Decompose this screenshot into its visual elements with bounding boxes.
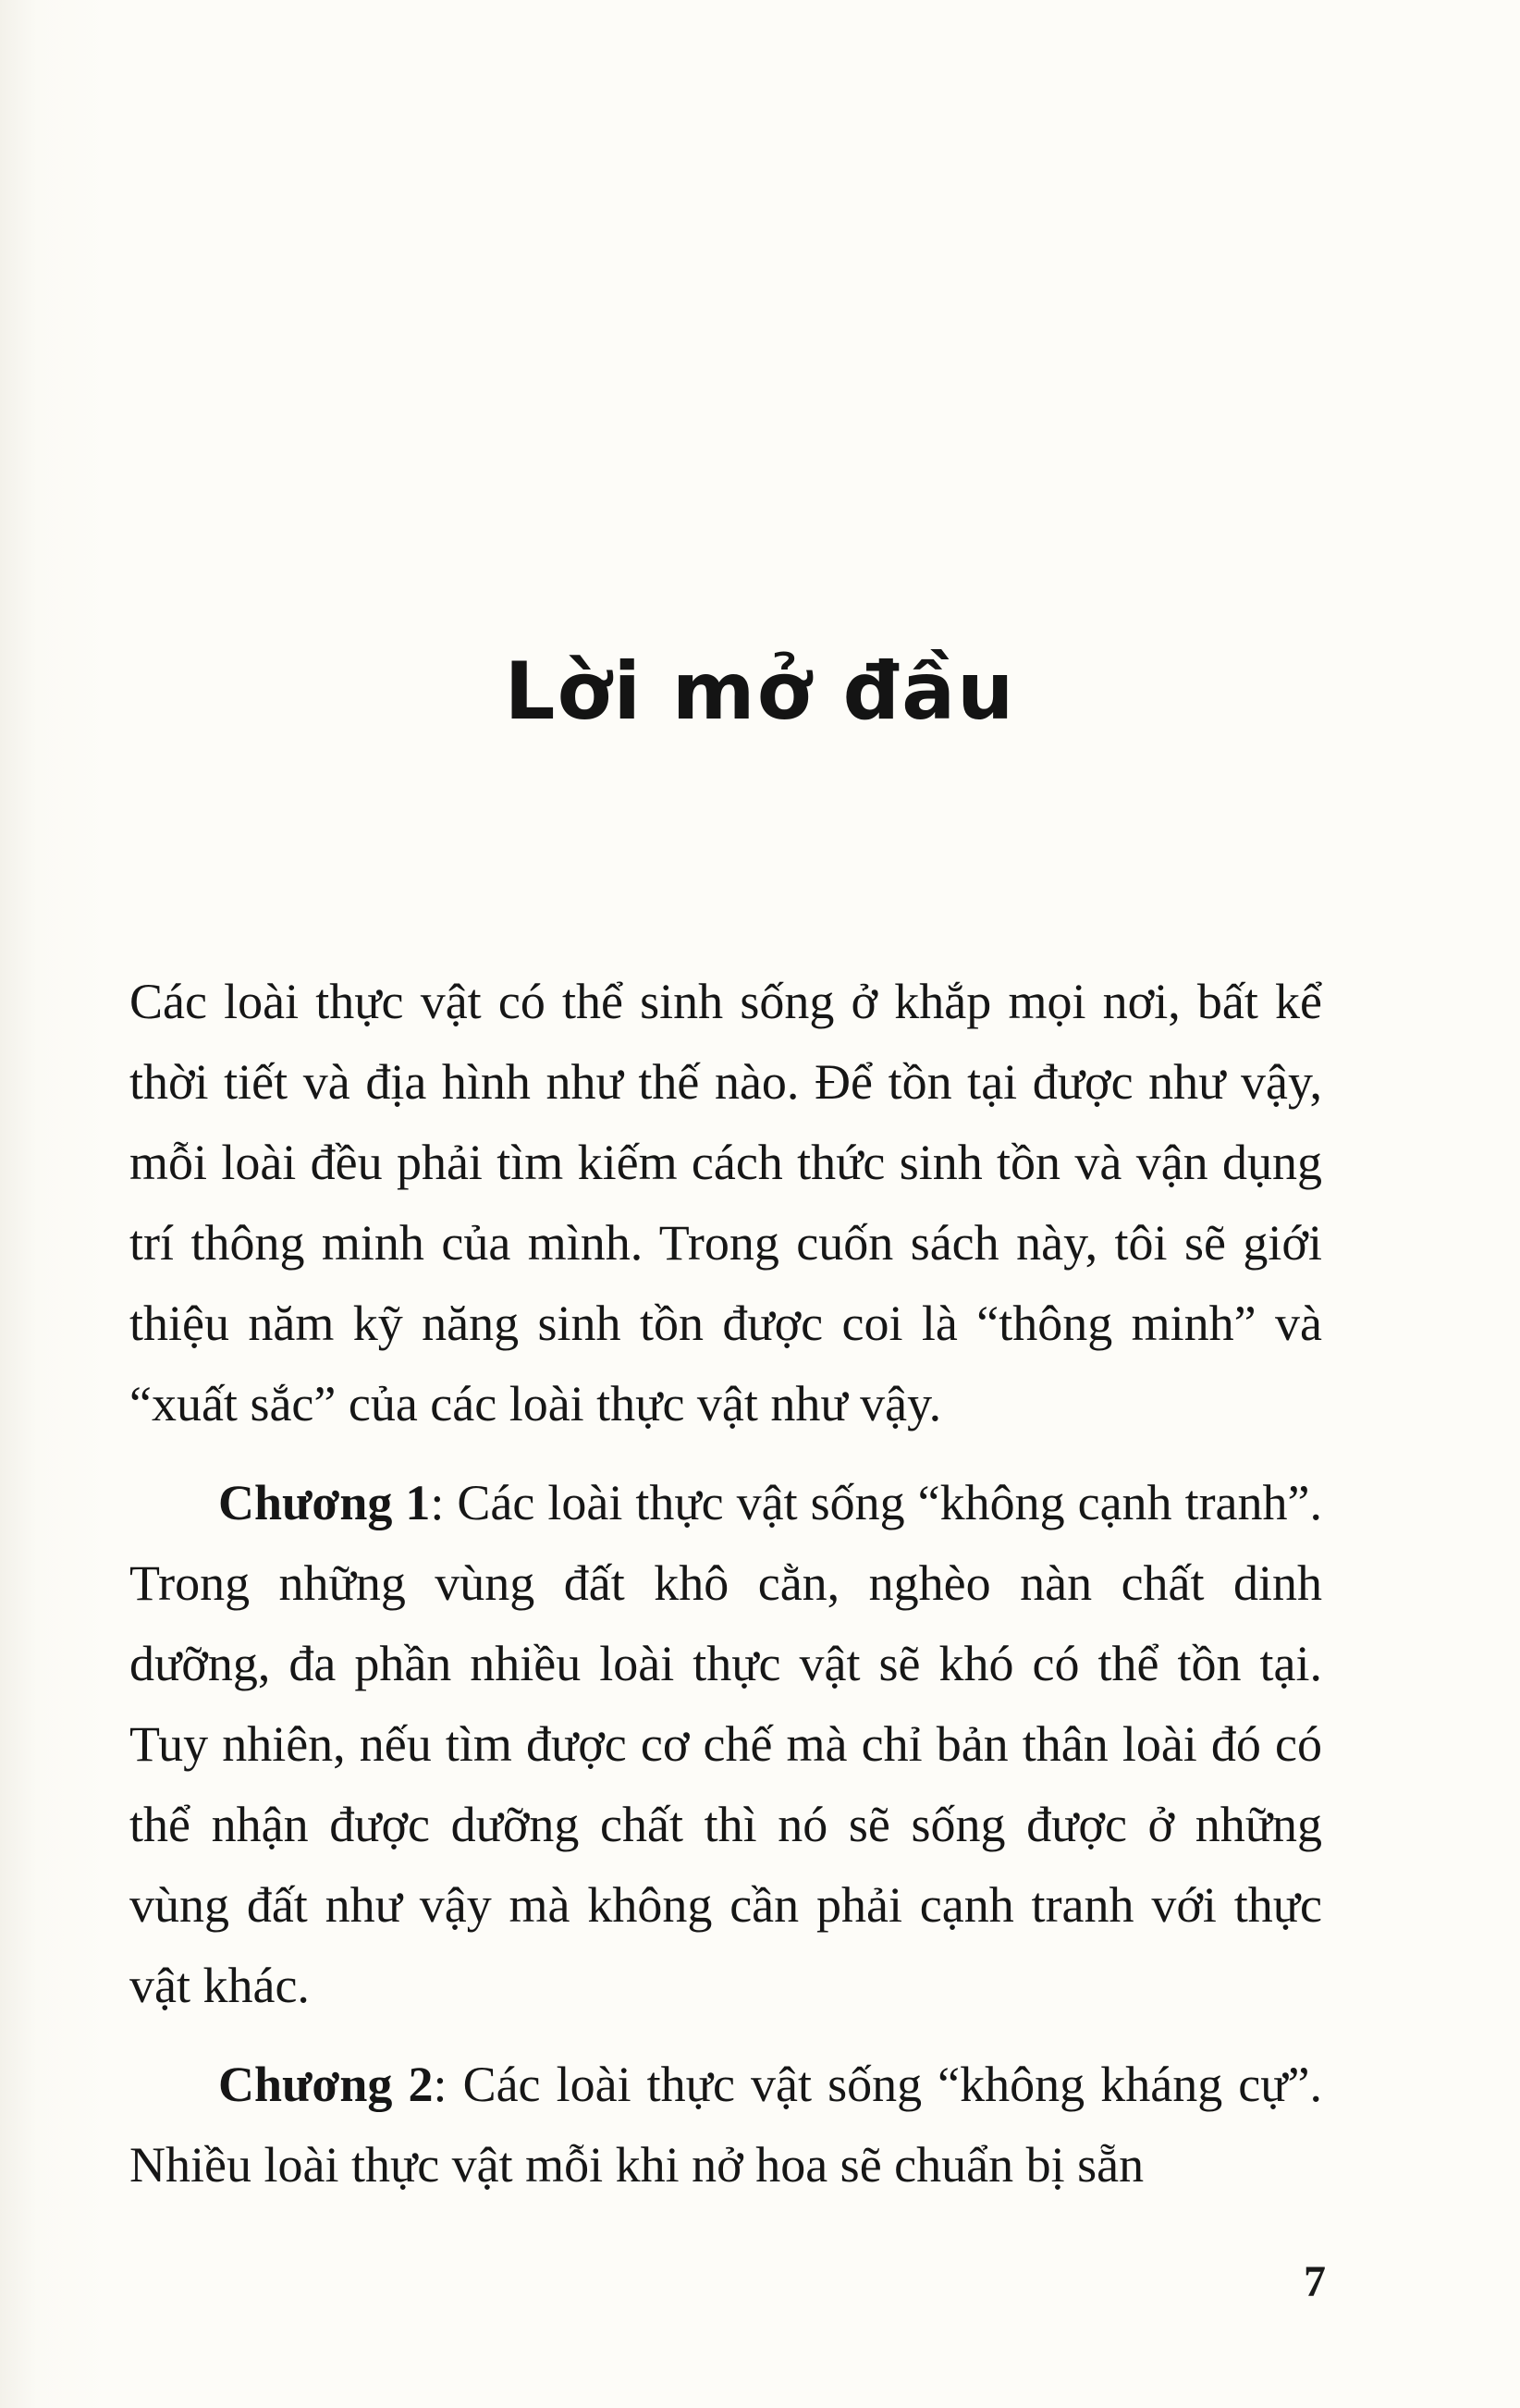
- chapter-1-text: : Các loài thực vật sống “không cạnh tranh”. Trong những vùng đất khô cằn, nghèo nàn chất dinh dưỡng, đa phần nhiều loài thực vật sẽ khó có thể tồn tại. Tuy nhiên, nếu tìm được cơ chế mà chỉ bản thân loài đó có thể nhận được dưỡng chất thì nó sẽ sống được ở những vùng đất như vậy mà không cần phải cạnh tranh với thực vật khác.: [129, 1475, 1322, 2013]
- chapter-2-paragraph: [129, 2045, 1322, 2205]
- chapter-1-paragraph: [129, 1463, 1322, 2026]
- chapter-1-label: Chương 1: [218, 1475, 431, 1530]
- chapter-2-label: Chương 2: [218, 2057, 434, 2112]
- intro-paragraph: Các loài thực vật có thể sinh sống ở khắp mọi nơi, bất kể thời tiết và địa hình như thế nào. Để tồn tại được như vậy, mỗi loài đều phải tìm kiếm cách thức sinh tồn và vận dụng trí thông minh của mình. Trong cuốn sách này, tôi sẽ giới thiệu năm kỹ năng sinh tồn được coi là “thông minh” và “xuất sắc” của các loài thực vật như vậy.: [129, 974, 1322, 1431]
- page-title: Lời mở đầu: [504, 645, 1016, 738]
- chapter-2-text: : Các loài thực vật sống “không kháng cự”. Nhiều loài thực vật mỗi khi nở hoa sẽ chuẩn bị sẵn: [129, 2057, 1322, 2193]
- page-number: 7: [1304, 2257, 1326, 2306]
- show-through-text: [129, 277, 141, 588]
- body-text: [129, 962, 1322, 2224]
